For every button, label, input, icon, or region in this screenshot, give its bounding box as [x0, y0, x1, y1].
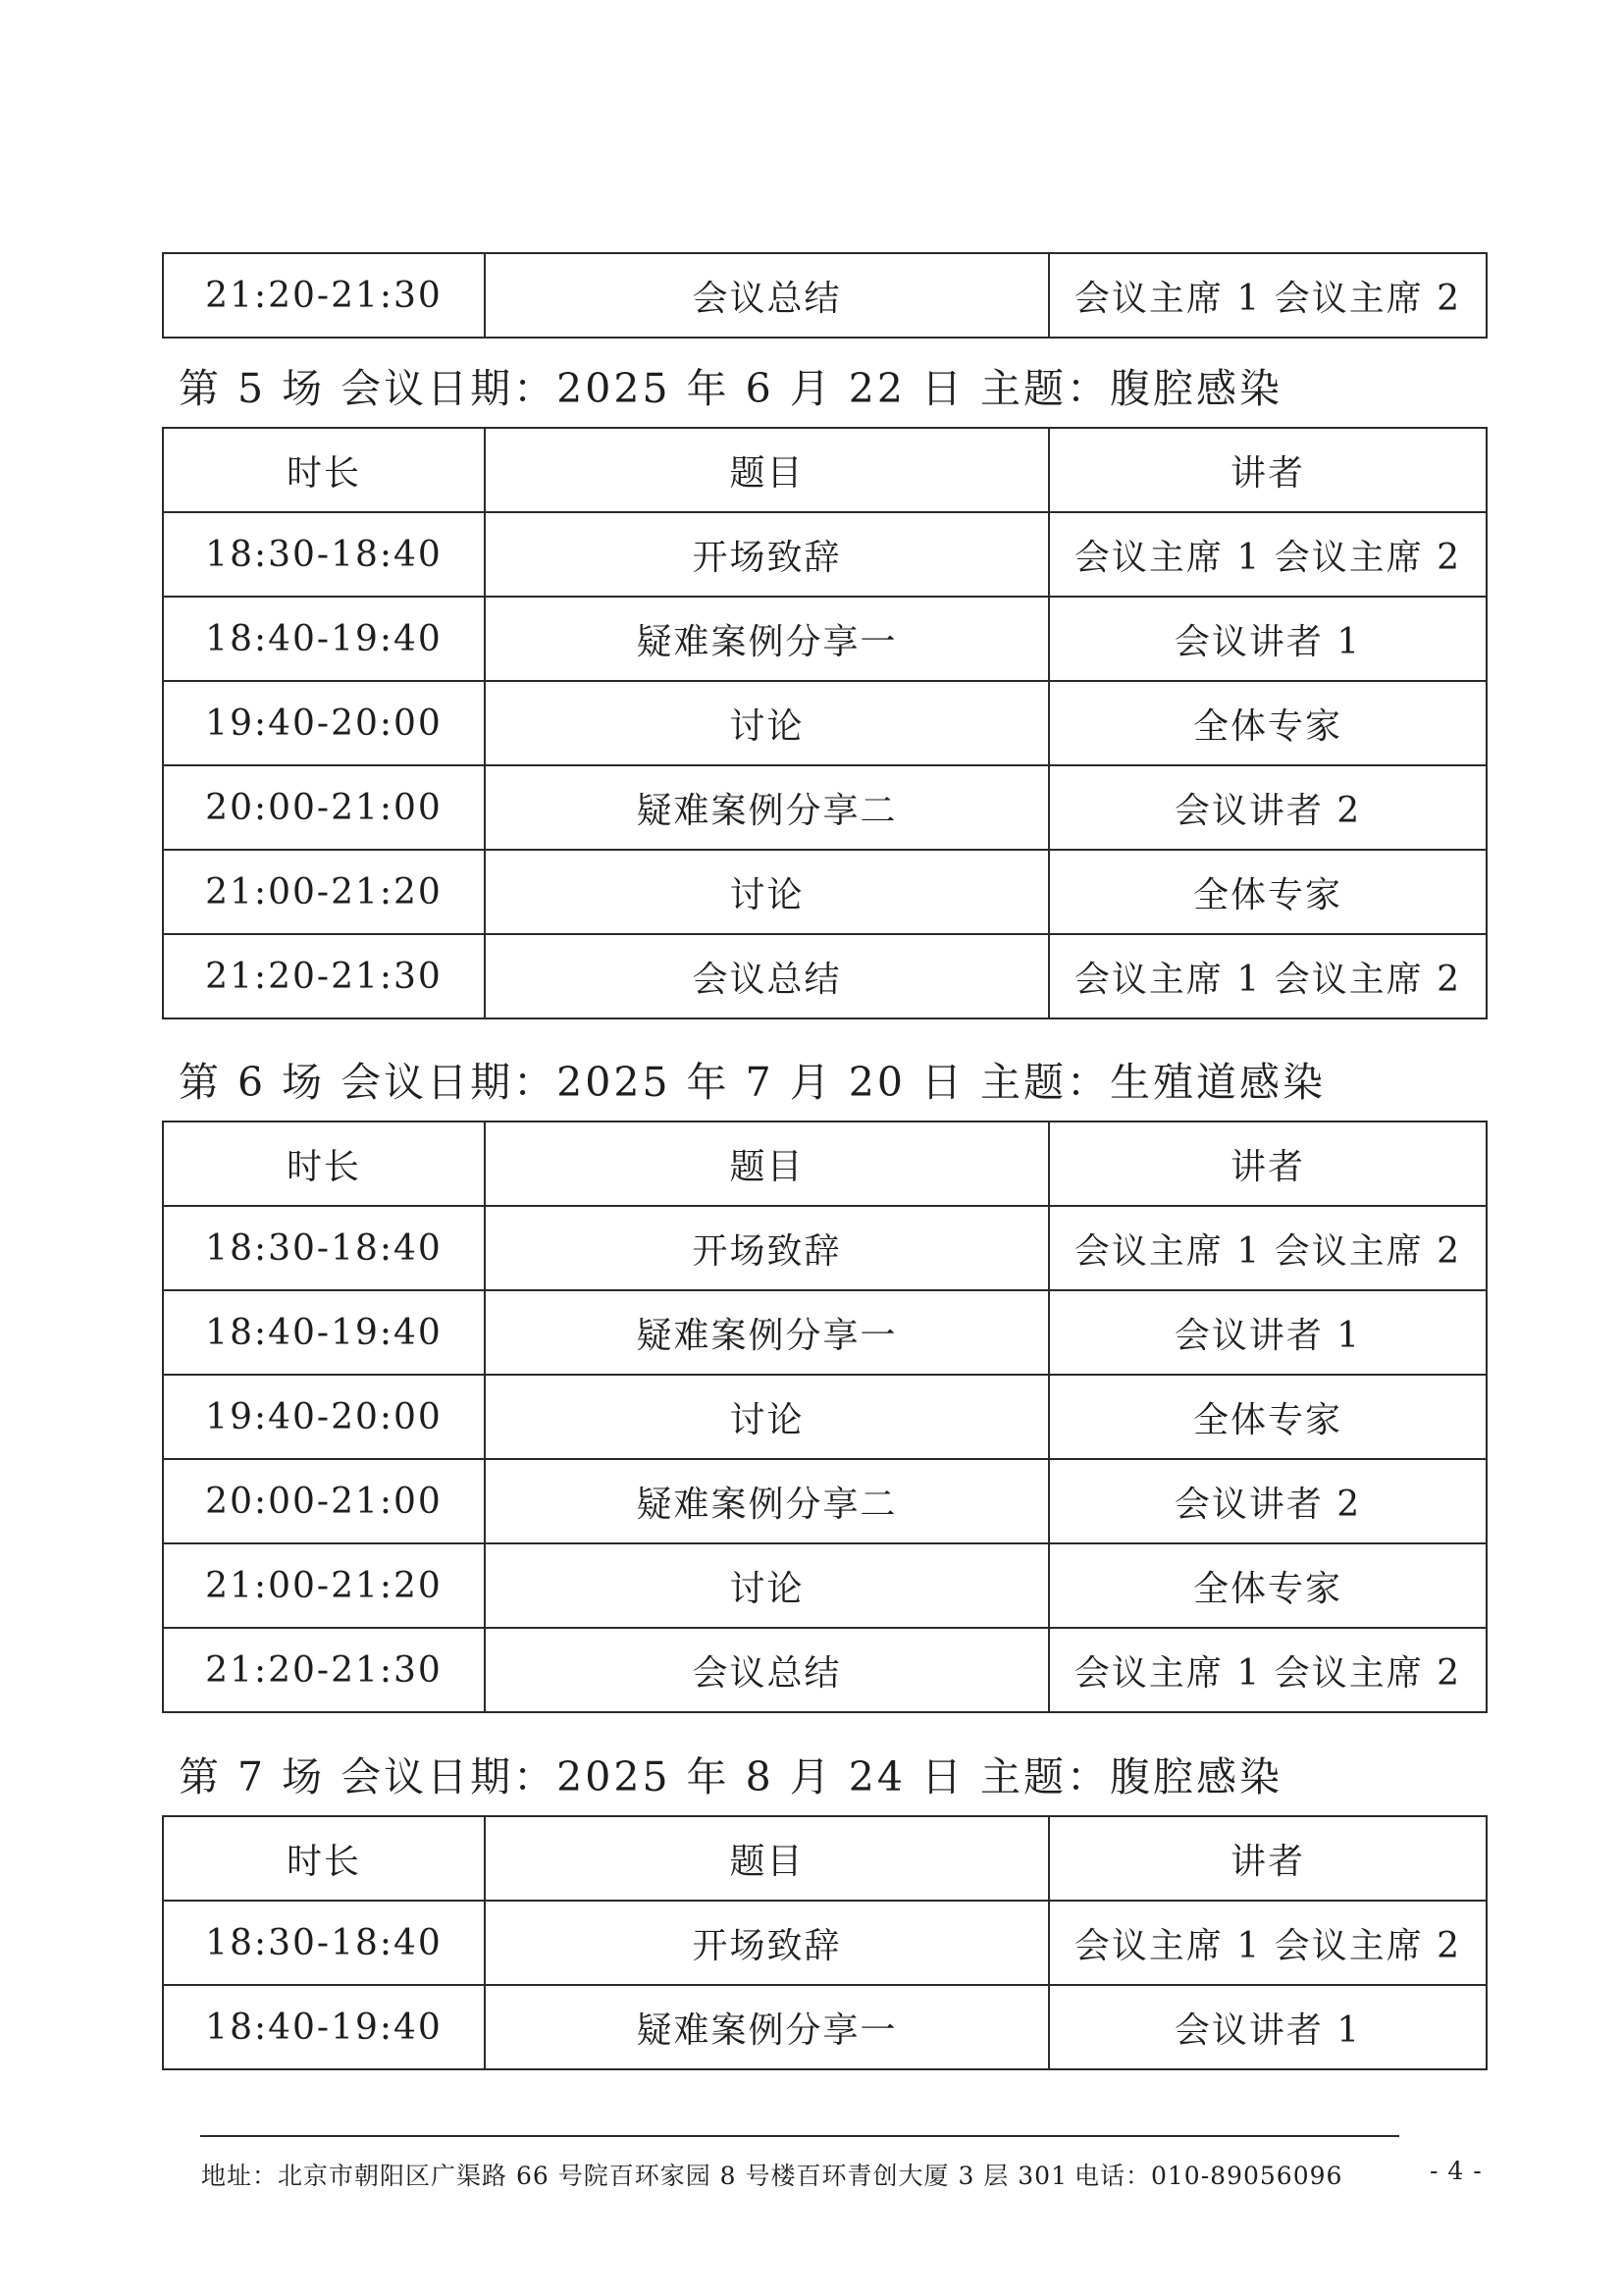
topic-cell: 疑难案例分享二 [485, 765, 1049, 850]
header-time: 时长 [163, 428, 485, 512]
topic-cell: 讨论 [485, 1375, 1049, 1459]
time-cell: 21:00-21:20 [163, 850, 485, 934]
table-row [163, 1628, 1487, 1712]
table-row [163, 597, 1487, 681]
speaker-cell: 会议讲者 2 [1049, 1459, 1487, 1543]
time-cell: 18:30-18:40 [163, 1206, 485, 1290]
speaker-cell: 全体专家 [1049, 1375, 1487, 1459]
topic-cell: 疑难案例分享一 [485, 597, 1049, 681]
topic-cell: 开场致辞 [485, 1901, 1049, 1985]
topic-cell: 讨论 [485, 681, 1049, 765]
continued-schedule-table [162, 252, 1488, 339]
time-cell: 18:40-19:40 [163, 1985, 485, 2069]
table-row [163, 681, 1487, 765]
table-row [163, 512, 1487, 597]
table-row [163, 850, 1487, 934]
footer-address: 地址：北京市朝阳区广渠路 66 号院百环家园 8 号楼百环青创大厦 3 层 301 [201, 2162, 1068, 2190]
header-speaker: 讲者 [1049, 1816, 1487, 1901]
time-cell: 21:00-21:20 [163, 1543, 485, 1628]
time-cell: 21:20-21:30 [163, 1628, 485, 1712]
topic-cell: 疑难案例分享二 [485, 1459, 1049, 1543]
table-row [163, 1459, 1487, 1543]
session-5-table [162, 427, 1488, 1019]
time-cell: 18:30-18:40 [163, 512, 485, 597]
time-cell: 21:20-21:30 [163, 253, 485, 338]
session-7-heading: 第 7 场 会议日期：2025 年 8 月 24 日 主题：腹腔感染 [179, 1753, 1283, 1800]
speaker-cell: 全体专家 [1049, 1543, 1487, 1628]
time-cell: 21:20-21:30 [163, 934, 485, 1018]
header-speaker: 讲者 [1049, 428, 1487, 512]
header-topic: 题目 [485, 428, 1049, 512]
speaker-cell: 会议主席 1 会议主席 2 [1049, 512, 1487, 597]
topic-cell: 讨论 [485, 1543, 1049, 1628]
topic-cell: 开场致辞 [485, 1206, 1049, 1290]
header-topic: 题目 [485, 1122, 1049, 1206]
table-header-row [163, 1816, 1487, 1901]
time-cell: 20:00-21:00 [163, 1459, 485, 1543]
table-row [163, 1290, 1487, 1375]
table-row [163, 1985, 1487, 2069]
topic-cell: 会议总结 [485, 253, 1049, 338]
speaker-cell: 会议主席 1 会议主席 2 [1049, 1206, 1487, 1290]
table-row [163, 1206, 1487, 1290]
footer-phone: 电话：010-89056096 [1074, 2162, 1343, 2190]
table-row [163, 253, 1487, 338]
page-number: - 4 - [1430, 2157, 1483, 2185]
speaker-cell: 会议主席 1 会议主席 2 [1049, 934, 1487, 1018]
header-topic: 题目 [485, 1816, 1049, 1901]
session-6-table [162, 1121, 1488, 1713]
session-6-heading: 第 6 场 会议日期：2025 年 7 月 20 日 主题：生殖道感染 [179, 1059, 1326, 1106]
header-speaker: 讲者 [1049, 1122, 1487, 1206]
speaker-cell: 会议主席 1 会议主席 2 [1049, 1628, 1487, 1712]
speaker-cell: 会议讲者 1 [1049, 1985, 1487, 2069]
time-cell: 18:40-19:40 [163, 1290, 485, 1375]
speaker-cell: 会议主席 1 会议主席 2 [1049, 1901, 1487, 1985]
session-7-table [162, 1815, 1488, 2070]
speaker-cell: 会议主席 1 会议主席 2 [1049, 253, 1487, 338]
time-cell: 19:40-20:00 [163, 1375, 485, 1459]
table-row [163, 1375, 1487, 1459]
table-row [163, 1901, 1487, 1985]
topic-cell: 疑难案例分享一 [485, 1985, 1049, 2069]
footer-divider [200, 2135, 1399, 2137]
table-header-row [163, 428, 1487, 512]
time-cell: 18:30-18:40 [163, 1901, 485, 1985]
topic-cell: 会议总结 [485, 934, 1049, 1018]
table-row [163, 765, 1487, 850]
topic-cell: 讨论 [485, 850, 1049, 934]
time-cell: 20:00-21:00 [163, 765, 485, 850]
topic-cell: 开场致辞 [485, 512, 1049, 597]
topic-cell: 会议总结 [485, 1628, 1049, 1712]
table-header-row [163, 1122, 1487, 1206]
time-cell: 19:40-20:00 [163, 681, 485, 765]
speaker-cell: 会议讲者 2 [1049, 765, 1487, 850]
header-time: 时长 [163, 1122, 485, 1206]
header-time: 时长 [163, 1816, 485, 1901]
topic-cell: 疑难案例分享一 [485, 1290, 1049, 1375]
table-row [163, 1543, 1487, 1628]
table-row [163, 934, 1487, 1018]
speaker-cell: 会议讲者 1 [1049, 597, 1487, 681]
speaker-cell: 全体专家 [1049, 850, 1487, 934]
speaker-cell: 会议讲者 1 [1049, 1290, 1487, 1375]
time-cell: 18:40-19:40 [163, 597, 485, 681]
speaker-cell: 全体专家 [1049, 681, 1487, 765]
session-5-heading: 第 5 场 会议日期：2025 年 6 月 22 日 主题：腹腔感染 [179, 365, 1283, 412]
